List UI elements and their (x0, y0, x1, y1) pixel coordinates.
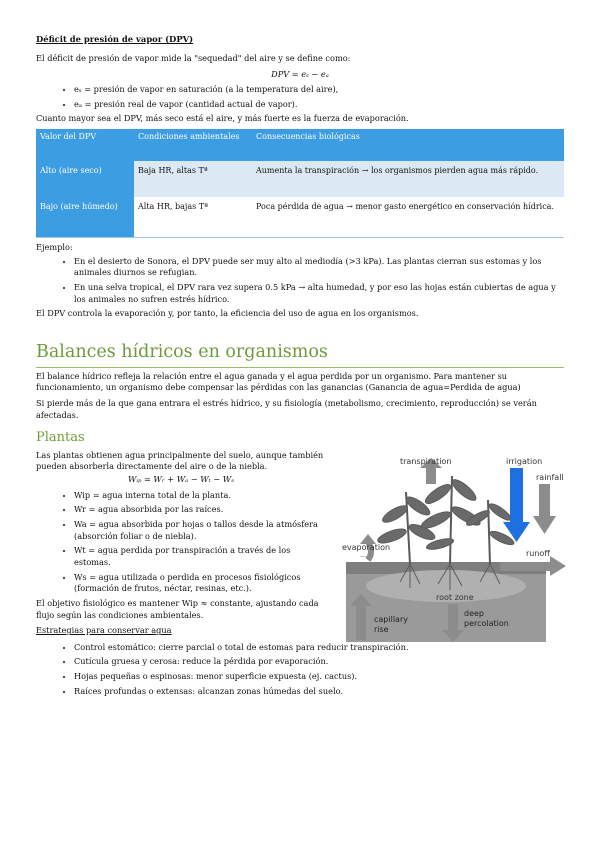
list-item: • Control estomático: cierre parcial o total de estomas para reducir transpiración. (74, 642, 564, 654)
table-header: Valor del DPV (36, 129, 134, 161)
list-item: • Wip = agua interna total de la planta. (74, 490, 326, 502)
table-row (36, 161, 564, 197)
label-deep: deep (464, 608, 484, 618)
dpv-formula: DPV = eₛ − eₐ (271, 68, 329, 79)
table-header: Consecuencias biológicas (252, 129, 564, 161)
dpv-after: Cuanto mayor sea el DPV, más seco está el aire, y más fuerte es la fuerza de evaporación. (36, 113, 409, 124)
list-item: • En una selva tropical, el DPV rara vez supera 0.5 kPa → alta humedad, y por eso las hojas están cubiertas de agua y los animales no sufren estrés hídrico. (74, 282, 564, 305)
balances-p1: El balance hídrico refleja la relación entre el agua ganada y el agua perdida por un organismo. Para mantener su funcionamiento, un organismo debe compensar las pérdidas con las ganancias (Ganancia de agua=Perdida de agua) (36, 370, 521, 393)
table-cell: Poca pérdida de agua → menor gasto energético en conservación hídrica. (252, 197, 564, 238)
dpv-bullets (36, 84, 564, 110)
balances-p2: Si pierde más de la que gana entrara el estrés hídrico, y su fisiología (metabolismo, crecimiento, reproducción) se verán afectadas. (36, 398, 537, 420)
list-item: • Wt = agua perdida por transpiración a través de los estomas. (74, 545, 326, 568)
plantas-formula: Wᵢₚ = Wᵣ + Wₐ − Wₜ − Wₛ (128, 474, 234, 485)
example-label: Ejemplo: (36, 242, 73, 253)
label-irrigation: irrigation (506, 456, 543, 466)
label-runoff: runoff (526, 548, 550, 558)
list-item: • Raíces profundas o extensas: alcanzan zonas húmedas del suelo. (74, 686, 564, 698)
label-rainfall: rainfall (536, 472, 564, 482)
table-cell: Alto (aire seco) (36, 161, 134, 197)
water-balance-figure (340, 454, 572, 652)
table-cell: Alta HR, bajas Tª (134, 197, 252, 238)
plantas-intro: Las plantas obtienen agua principalmente del suelo, aunque también pueden absorberla directamente del aire o de la niebla. (36, 449, 324, 472)
list-item: • Wr = agua absorbida por las raíces. (74, 504, 326, 516)
table-header: Condiciones ambientales (134, 129, 252, 161)
rainfall-arrow (533, 484, 556, 534)
example-list (36, 256, 564, 306)
dpv-closing: El DPV controla la evaporación y, por tanto, la eficiencia del uso de agua en los organismos. (36, 308, 419, 319)
label-evaporation: evaporation (342, 542, 391, 552)
label-rise: rise (374, 624, 389, 634)
list-item: • Hojas pequeñas o espinosas: menor superficie expuesta (ej. cactus). (74, 671, 564, 683)
table-cell: Baja HR, altas Tª (134, 161, 252, 197)
list-item: • Wa = agua absorbida por hojas o tallos desde la atmósfera (absorción foliar o de niebla). (74, 519, 326, 542)
plantas-bullets (36, 490, 326, 595)
dpv-title: Déficit de presión de vapor (DPV) (36, 34, 194, 44)
list-item: • eₛ = presión de vapor en saturación (a la temperatura del aire), (74, 84, 564, 96)
plantas-goal: El objetivo fisiológico es mantener Wip ≈ constante, ajustando cada flujo según las condiciones ambientales. (36, 597, 319, 620)
label-capillary: capillary (374, 614, 408, 624)
list-item: • Ws = agua utilizada o perdida en procesos fisiológicos (formación de frutos, néctar, resinas, etc.). (74, 572, 326, 595)
label-root-zone: root zone (436, 592, 474, 602)
section-heading-balances: Balances hídricos en organismos (36, 340, 564, 368)
strategies-title: Estrategias para conservar agua (36, 625, 172, 636)
table-row (36, 197, 564, 238)
list-item: • eₐ = presión real de vapor (cantidad actual de vapor). (74, 99, 564, 111)
list-item: • Cutícula gruesa y cerosa: reduce la pérdida por evaporación. (74, 656, 564, 668)
dpv-intro: El déficit de presión de vapor mide la "sequedad" del aire y se define como: (36, 52, 351, 63)
section-heading-plantas: Plantas (36, 430, 85, 446)
plant-icon (376, 476, 515, 564)
irrigation-arrow (503, 468, 530, 542)
page (36, 34, 564, 700)
dpv-table (36, 129, 564, 238)
label-transpiration: transpiration (400, 456, 452, 466)
list-item: • En el desierto de Sonora, el DPV puede ser muy alto al mediodía (>3 kPa). Las plantas cierran sus estomas y los animales diurnos se refugian. (74, 256, 564, 279)
table-cell: Bajo (aire húmedo) (36, 197, 134, 238)
table-cell: Aumenta la transpiración → los organismos pierden agua más rápido. (252, 161, 564, 197)
label-percolation: percolation (464, 618, 509, 628)
